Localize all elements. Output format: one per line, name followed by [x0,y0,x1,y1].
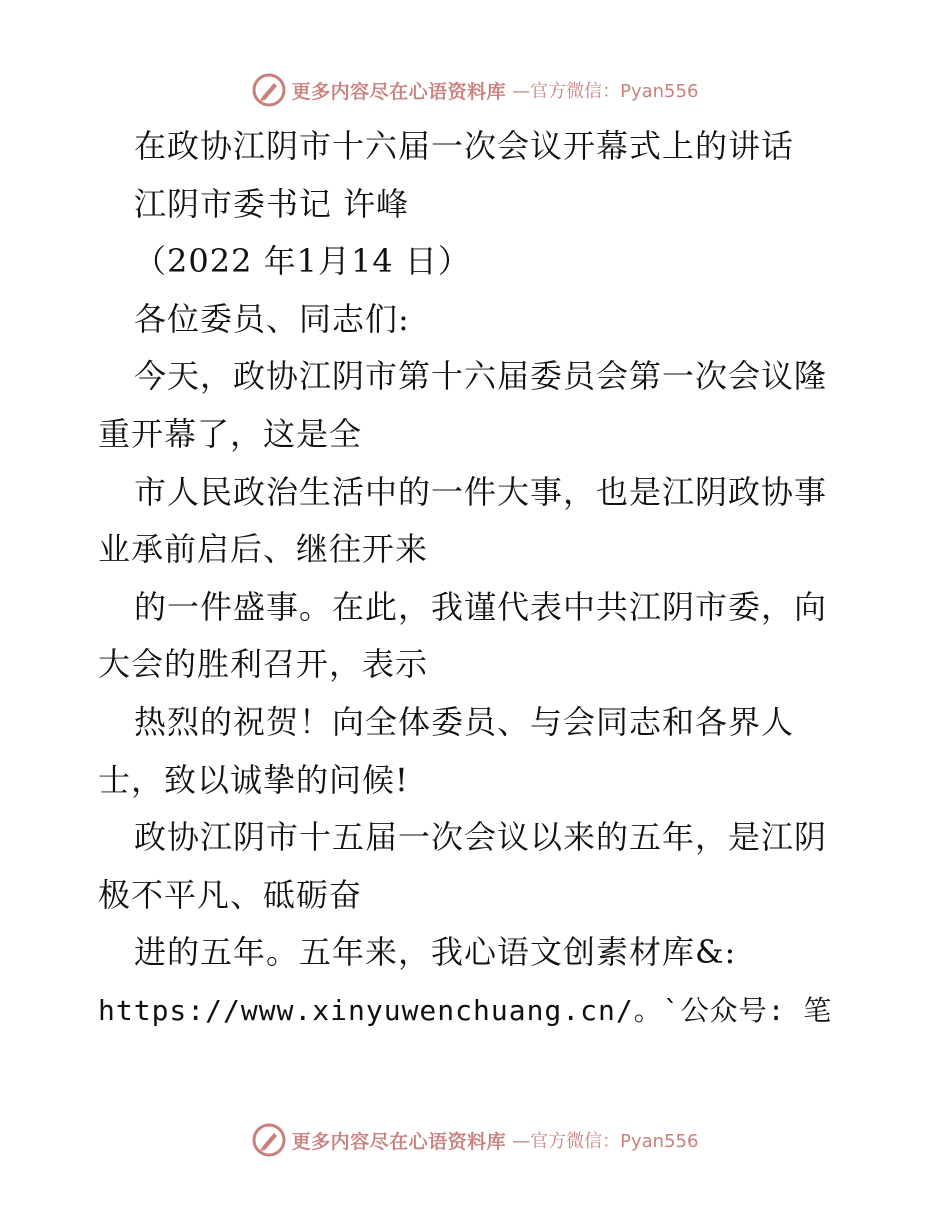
paragraph-line: 极不平凡、砥砺奋 [98,875,363,914]
paragraph-line-url: https://www.xinyuwenchuang.cn/。`公众号: 笔 [98,993,833,1027]
document-salutation: 各位委员、同志们: [134,299,410,338]
document-title: 在政协江阴市十六届一次会议开幕式上的讲话 [134,127,795,165]
paragraph-line: 进的五年。五年来，我心语文创素材库&: [134,933,737,972]
paragraph-line: 业承前启后、继往开来 [98,530,429,569]
watermark-footer [0,1120,950,1160]
document-author: 江阴市委书记 许峰 [134,184,410,223]
pen-logo-icon [252,73,286,107]
paragraph-line: 的一件盛事。在此，我谨代表中共江阴市委，向 [134,587,828,626]
watermark-sub-text: —官方微信：Pyan556 [512,81,699,102]
document-date: （2022 年1月14 日） [134,242,471,281]
paragraph-line: 热烈的祝贺！向全体委员、与会同志和各界人 [134,702,795,741]
paragraph-line: 大会的胜利召开，表示 [98,645,429,684]
paragraph-line: 市人民政治生活中的一件大事，也是江阴政协事 [134,472,828,511]
paragraph-line: 今天，政协江阴市第十六届委员会第一次会议隆 [134,357,828,396]
watermark-main-text: 更多内容尽在心语资料库 [291,80,507,103]
paragraph-line: 重开幕了，这是全 [98,414,363,453]
watermark-main-text: 更多内容尽在心语资料库 [291,1130,507,1153]
paragraph-line: 士，致以诚挚的问候! [98,760,409,799]
paragraph-line: 政协江阴市十五届一次会议以来的五年，是江阴 [134,818,828,857]
watermark-header [0,70,950,110]
watermark-sub-text: —官方微信：Pyan556 [512,1131,699,1152]
document-body [98,118,858,1040]
pen-logo-icon [252,1123,286,1157]
